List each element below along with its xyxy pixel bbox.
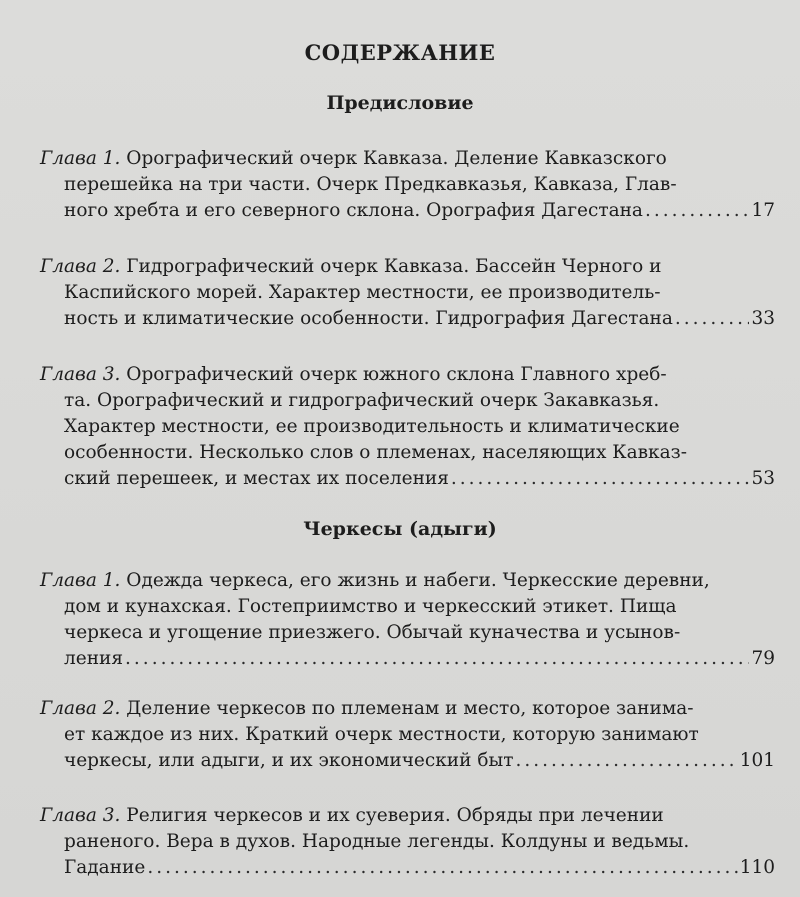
- entry-last-line: ления ..... 79: [40, 646, 775, 672]
- toc-entry: [40, 568, 775, 672]
- entry-line: особенности. Несколько слов о племенах, населяющих Кавказ-: [64, 442, 687, 463]
- entry-line: черкеса и угощение приезжего. Обычай куначества и усынов-: [64, 622, 681, 643]
- dot-leader: [675, 306, 750, 332]
- section-heading-circassians: Черкесы (адыги): [303, 518, 497, 540]
- dot-leader: [147, 855, 737, 881]
- entry-line: Глава 2. Деление черкесов по племенам и место, которое занима-: [40, 698, 694, 719]
- entry-line: ет каждое из них. Краткий очерк местности, которую занимают: [64, 724, 699, 745]
- entry-last-line: ский перешеек, и местах их поселения ..... 53: [40, 466, 775, 492]
- entry-line: Глава 3. Орографический очерк южного склона Главного хреб-: [40, 364, 667, 385]
- chapter-label: Глава 3.: [40, 805, 121, 826]
- toc-entry: [40, 254, 775, 332]
- entry-line: Характер местности, ее производительность и климатические: [64, 416, 680, 437]
- entry-line: дом и кунахская. Гостеприимство и черкесский этикет. Пища: [64, 596, 677, 617]
- dot-leader: [125, 646, 749, 672]
- dot-leader: [645, 198, 749, 224]
- section-heading-preface: Предисловие: [326, 92, 474, 114]
- entry-last-line: ность и климатические особенности. Гидрография Дагестана ..... 33: [40, 306, 775, 332]
- chapter-label: Глава 1.: [40, 148, 121, 169]
- toc-entry: [40, 146, 775, 224]
- entry-last-line: черкесы, или адыги, и их экономический быт ..... 101: [40, 748, 775, 774]
- entry-line: Глава 3. Религия черкесов и их суеверия. Обряды при лечении: [40, 805, 664, 826]
- entry-line: Каспийского морей. Характер местности, ее производитель-: [64, 282, 661, 303]
- entry-line: та. Орографический и гидрографический очерк Закавказья.: [64, 390, 660, 411]
- entry-line: Глава 2. Гидрографический очерк Кавказа. Бассейн Черного и: [40, 256, 662, 277]
- entry-last-line: Гадание ..... 110: [40, 855, 775, 881]
- dot-leader: [451, 466, 750, 492]
- entry-line: Глава 1. Одежда черкеса, его жизнь и набеги. Черкесские деревни,: [40, 570, 710, 591]
- chapter-label: Глава 1.: [40, 570, 121, 591]
- chapter-label: Глава 2.: [40, 256, 121, 277]
- page-number: 101: [739, 750, 775, 771]
- toc-entry: [40, 803, 775, 881]
- entry-line: Глава 1. Орографический очерк Кавказа. Деление Кавказского: [40, 148, 667, 169]
- dot-leader: [515, 748, 737, 774]
- entry-line: перешейка на три части. Очерк Предкавказья, Кавказа, Глав-: [64, 174, 677, 195]
- entry-line: раненого. Вера в духов. Народные легенды. Колдуны и ведьмы.: [64, 831, 690, 852]
- page-number: 110: [739, 857, 775, 878]
- toc-entry: [40, 696, 775, 774]
- page-number: 33: [751, 308, 775, 329]
- page-number: 17: [751, 200, 775, 221]
- chapter-label: Глава 2.: [40, 698, 121, 719]
- page-number: 79: [751, 648, 775, 669]
- page-number: 53: [751, 468, 775, 489]
- chapter-label: Глава 3.: [40, 364, 121, 385]
- entry-last-line: ного хребта и его северного склона. Орография Дагестана ..... 17: [40, 198, 775, 224]
- page-title: СОДЕРЖАНИЕ: [304, 40, 496, 65]
- toc-entry: [40, 362, 775, 492]
